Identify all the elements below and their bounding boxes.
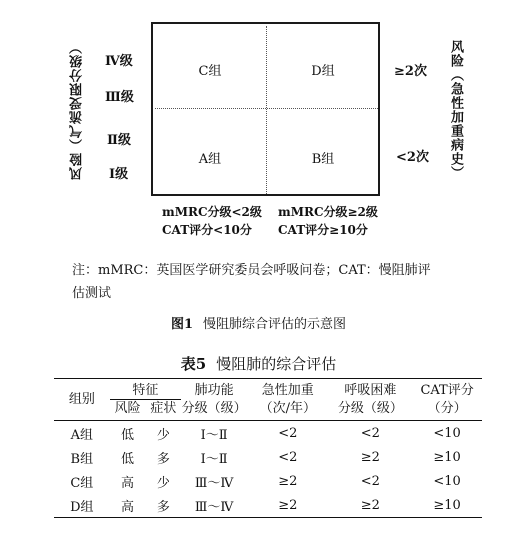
figure-note <box>72 259 482 305</box>
table-caption-number: 表5 <box>180 355 207 373</box>
header-dysp-1: 呼吸困难 <box>344 383 397 399</box>
right-label-high: ≥2次 <box>394 64 427 79</box>
bottom-left-cat: CAT评分<10分 <box>162 223 252 237</box>
cell-group: D组 <box>70 499 94 515</box>
header-cat-1: CAT评分 <box>420 383 474 399</box>
cell-risk: 高 <box>121 499 135 515</box>
vertical-divider <box>266 26 267 194</box>
cell-cat: ≥10 <box>433 449 461 465</box>
cell-symptom: 多 <box>156 451 170 467</box>
cell-symptom: 多 <box>156 499 170 515</box>
note-line-1: 注：mMRC：英国医学研究委员会呼吸问卷；CAT：慢阻肺评 <box>72 263 431 278</box>
cell-exac: ≥2 <box>278 497 298 513</box>
table-caption-text: 慢阻肺的综合评估 <box>216 355 337 373</box>
right-label-low: <2次 <box>396 150 429 165</box>
cell-exac: <2 <box>278 425 298 441</box>
cell-symptom: 少 <box>156 427 170 443</box>
header-cat-2: （分） <box>427 400 467 416</box>
header-exac-2: （次/年） <box>259 400 316 416</box>
assessment-table <box>54 378 482 518</box>
cell-cat: <10 <box>433 473 461 489</box>
note-line-2: 估测试 <box>72 286 112 301</box>
cell-exac: <2 <box>278 449 298 465</box>
table-caption <box>0 353 517 374</box>
table-row <box>54 493 482 518</box>
bottom-right-cat: CAT评分≥10分 <box>278 223 368 237</box>
cell-lung: Ⅲ～Ⅳ <box>194 475 234 491</box>
cell-risk: 低 <box>121 451 135 467</box>
left-axis-label: 风险（气流受限分级） <box>70 40 85 180</box>
cell-exac: ≥2 <box>278 473 298 489</box>
cell-dysp: ≥2 <box>360 497 380 513</box>
figure-caption-text: 慢阻肺综合评估的示意图 <box>203 317 347 332</box>
horizontal-divider <box>155 108 378 109</box>
quadrant-d: D组 <box>311 64 335 79</box>
quadrant-a: A组 <box>198 152 222 167</box>
cell-cat: ≥10 <box>433 497 461 513</box>
cell-lung: Ⅰ～Ⅱ <box>200 427 228 443</box>
cell-lung: Ⅰ～Ⅱ <box>200 451 228 467</box>
quadrant-grid <box>151 22 380 196</box>
header-symptom: 症状 <box>150 401 177 416</box>
header-feature: 特征 <box>110 379 182 400</box>
bottom-right-conditions <box>278 203 378 239</box>
cell-group: B组 <box>70 451 94 467</box>
cell-dysp: <2 <box>360 425 380 441</box>
figure-caption <box>0 313 517 332</box>
header-lung-2: 分级（级） <box>181 400 247 416</box>
bottom-left-conditions <box>162 203 262 239</box>
right-axis-label: 风险（急性加重病史） <box>448 40 463 180</box>
cell-risk: 高 <box>121 475 135 491</box>
header-risk: 风险 <box>114 401 141 416</box>
cell-group: A组 <box>70 427 94 443</box>
header-dysp-2: 分级（级） <box>337 400 403 416</box>
grade-4: Ⅳ级 <box>105 54 133 69</box>
grade-2: Ⅱ级 <box>107 133 131 148</box>
bottom-right-mmrc: mMRC分级≥2级 <box>278 205 378 219</box>
cell-dysp: <2 <box>360 473 380 489</box>
cell-dysp: ≥2 <box>360 449 380 465</box>
cell-symptom: 少 <box>156 475 170 491</box>
bottom-left-mmrc: mMRC分级<2级 <box>162 205 262 219</box>
table-row <box>54 421 482 446</box>
quadrant-b: B组 <box>311 152 335 167</box>
figure-caption-number: 图1 <box>170 317 194 332</box>
quadrant-c: C组 <box>198 64 222 79</box>
grade-1: Ⅰ级 <box>109 167 129 182</box>
grade-3: Ⅲ级 <box>105 90 134 105</box>
header-exac-1: 急性加重 <box>261 383 314 399</box>
header-group: 组别 <box>68 392 95 407</box>
header-lung-1: 肺功能 <box>194 383 234 399</box>
table-row <box>54 445 482 469</box>
cell-group: C组 <box>70 475 94 491</box>
cell-lung: Ⅲ～Ⅳ <box>194 499 234 515</box>
table-row <box>54 469 482 493</box>
cell-cat: <10 <box>433 425 461 441</box>
cell-risk: 低 <box>121 427 135 443</box>
